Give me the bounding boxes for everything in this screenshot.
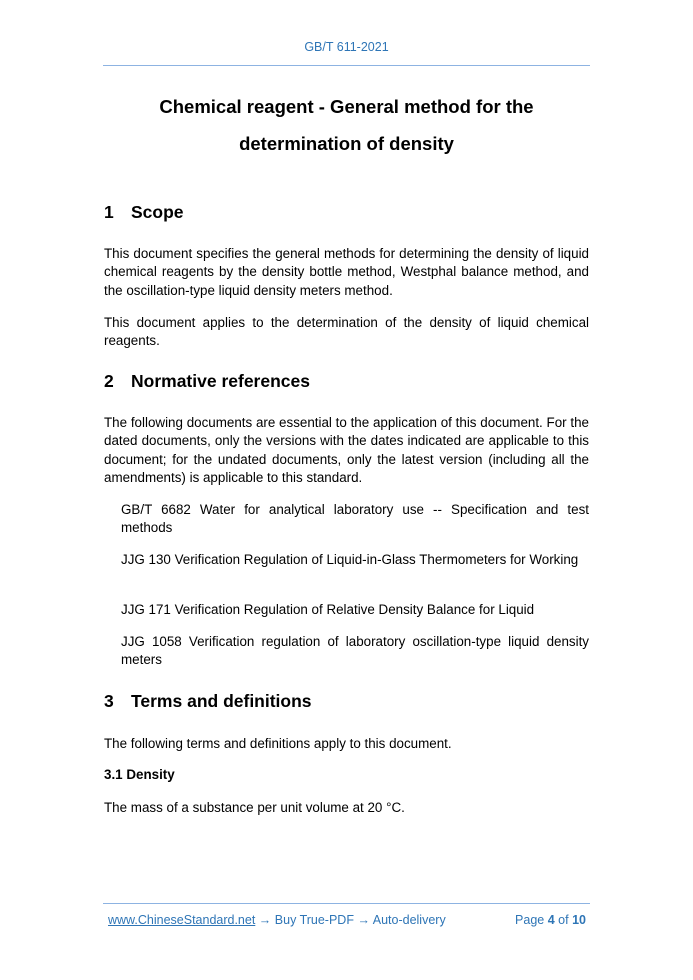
section-title: Terms and definitions (131, 691, 312, 711)
term-density-heading: 3.1 Density (104, 767, 175, 782)
term-density-definition: The mass of a substance per unit volume at 20 °C. (104, 800, 405, 815)
website-link[interactable]: www.ChineseStandard.net (108, 913, 256, 927)
section-title: Normative references (131, 371, 310, 391)
page-total: 10 (572, 913, 586, 927)
section-number: 1 (104, 202, 114, 222)
footer-divider (103, 903, 590, 904)
section-heading-scope (104, 202, 184, 223)
reference-item: JJG 130 Verification Regulation of Liquid-in-Glass Thermometers for Working (121, 552, 579, 567)
terms-intro: The following terms and definitions apply to this document. (104, 736, 452, 751)
section-title: Scope (131, 202, 184, 222)
page-indicator (515, 913, 586, 927)
title-line-2: determination of density (239, 133, 454, 154)
standard-code: GB/T 611-2021 (304, 40, 389, 54)
document-title (103, 88, 590, 162)
scope-paragraph-1: This document specifies the general methods for determining the density of liquid chemical reagents by the density bottle method, Westphal balance method, and the oscillation-type liquid density meters method. (104, 246, 589, 298)
arrow-right-icon: → (258, 913, 272, 927)
section-number: 3 (104, 691, 114, 711)
auto-delivery-text: Auto-delivery (372, 913, 446, 927)
page-number: 4 (547, 913, 555, 927)
buy-pdf-text: Buy True-PDF (274, 913, 354, 927)
section-heading-normative (104, 371, 310, 392)
page-footer (108, 913, 586, 927)
reference-item: JJG 1058 Verification regulation of laboratory oscillation-type liquid density meters (121, 634, 589, 668)
of-label: of (558, 913, 569, 927)
reference-item: JJG 171 Verification Regulation of Relative Density Balance for Liquid (121, 602, 535, 617)
section-number: 2 (104, 371, 114, 391)
arrow-right-icon: → (357, 913, 370, 927)
normative-intro: The following documents are essential to the application of this document. For the dated documents, only the versions with the dates indicated are applicable to this document; for the undated documents, only the latest version (including all the amendments) is applicable to this standard. (104, 415, 589, 485)
title-line-1: Chemical reagent - General method for the (159, 96, 534, 117)
scope-paragraph-2: This document applies to the determination of the density of liquid chemical reagents. (104, 315, 589, 349)
section-heading-terms (104, 691, 312, 712)
header-divider (103, 65, 590, 66)
page-label: Page (515, 913, 545, 927)
reference-item: GB/T 6682 Water for analytical laboratory use -- Specification and test methods (121, 502, 589, 536)
